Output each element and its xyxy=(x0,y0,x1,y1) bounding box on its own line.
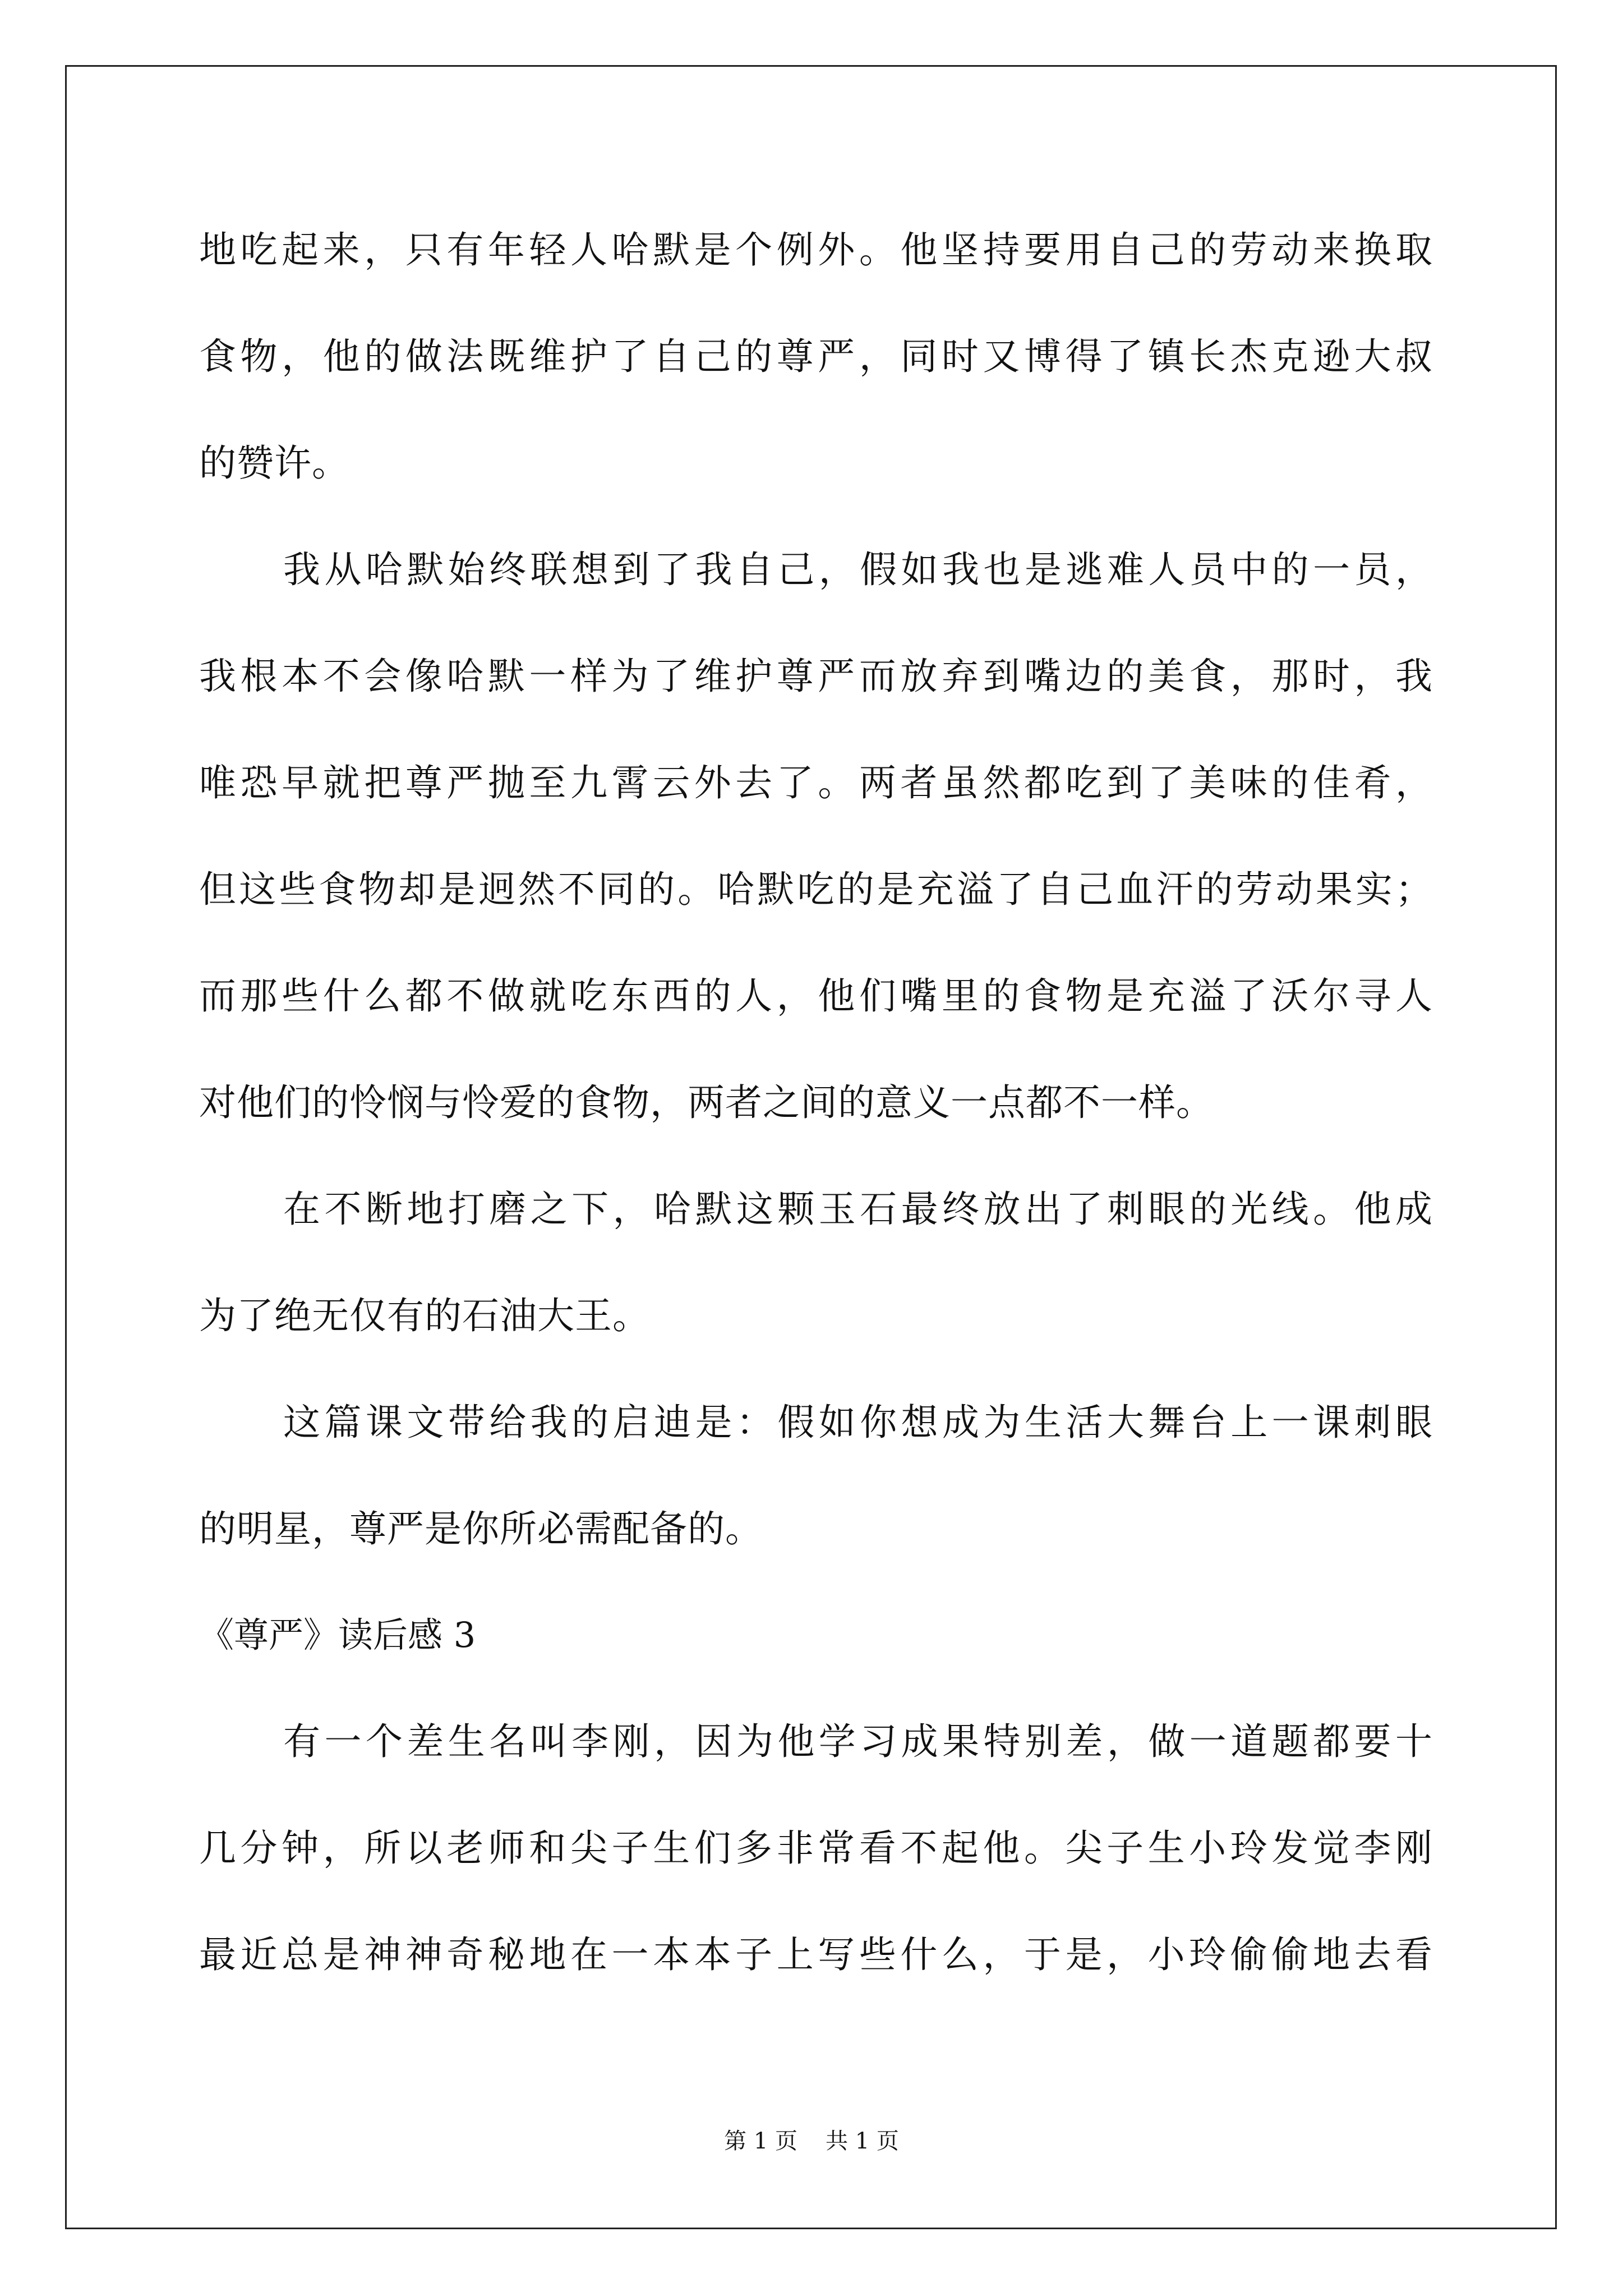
paragraph-line: 而那些什么都不做就吃东西的人，他们嘴里的食物是充溢了沃尔寻人 xyxy=(199,974,1433,1018)
paragraph-line: 食物，他的做法既维护了自己的尊严，同时又博得了镇长杰克逊大叔 xyxy=(199,335,1433,378)
page-footer xyxy=(0,2124,1623,2158)
paragraph-line: 最近总是神神奇秘地在一本本子上写些什么，于是，小玲偷偷地去看 xyxy=(199,1933,1433,1976)
paragraph-line: 但这些食物却是迥然不同的。哈默吃的是充溢了自己血汗的劳动果实； xyxy=(199,868,1433,911)
paragraph-line: 在不断地打磨之下，哈默这颗玉石最终放出了刺眼的光线。他成 xyxy=(283,1188,1433,1231)
page-total: 共 1 页 xyxy=(826,2128,899,2154)
paragraph-line: 这篇课文带给我的启迪是：假如你想成为生活大舞台上一课刺眼 xyxy=(283,1401,1433,1444)
paragraph-line: 唯恐早就把尊严抛至九霄云外去了。两者虽然都吃到了美味的佳肴， xyxy=(199,761,1433,804)
paragraph-line: 我从哈默始终联想到了我自己，假如我也是逃难人员中的一员， xyxy=(283,548,1433,591)
paragraph-line: 我根本不会像哈默一样为了维护尊严而放弃到嘴边的美食，那时，我 xyxy=(199,655,1433,698)
paragraph-line: 有一个差生名叫李刚，因为他学习成果特别差，做一道题都要十 xyxy=(283,1720,1433,1763)
paragraph-line: 地吃起来，只有年轻人哈默是个例外。他坚持要用自己的劳动来换取 xyxy=(199,228,1433,272)
section-heading: 《尊严》读后感 3 xyxy=(199,1614,476,1655)
paragraph-line: 的赞许。 xyxy=(199,441,349,485)
paragraph-line: 为了绝无仅有的石油大王。 xyxy=(199,1294,650,1337)
paragraph-line: 对他们的怜悯与怜爱的食物，两者之间的意义一点都不一样。 xyxy=(199,1081,1214,1124)
paragraph-line: 几分钟，所以老师和尖子生们多非常看不起他。尖子生小玲发觉李刚 xyxy=(199,1826,1433,1870)
page-number: 第 1 页 xyxy=(724,2128,797,2154)
paragraph-line: 的明星，尊严是你所必需配备的。 xyxy=(199,1507,763,1550)
page-border xyxy=(65,65,1557,2229)
